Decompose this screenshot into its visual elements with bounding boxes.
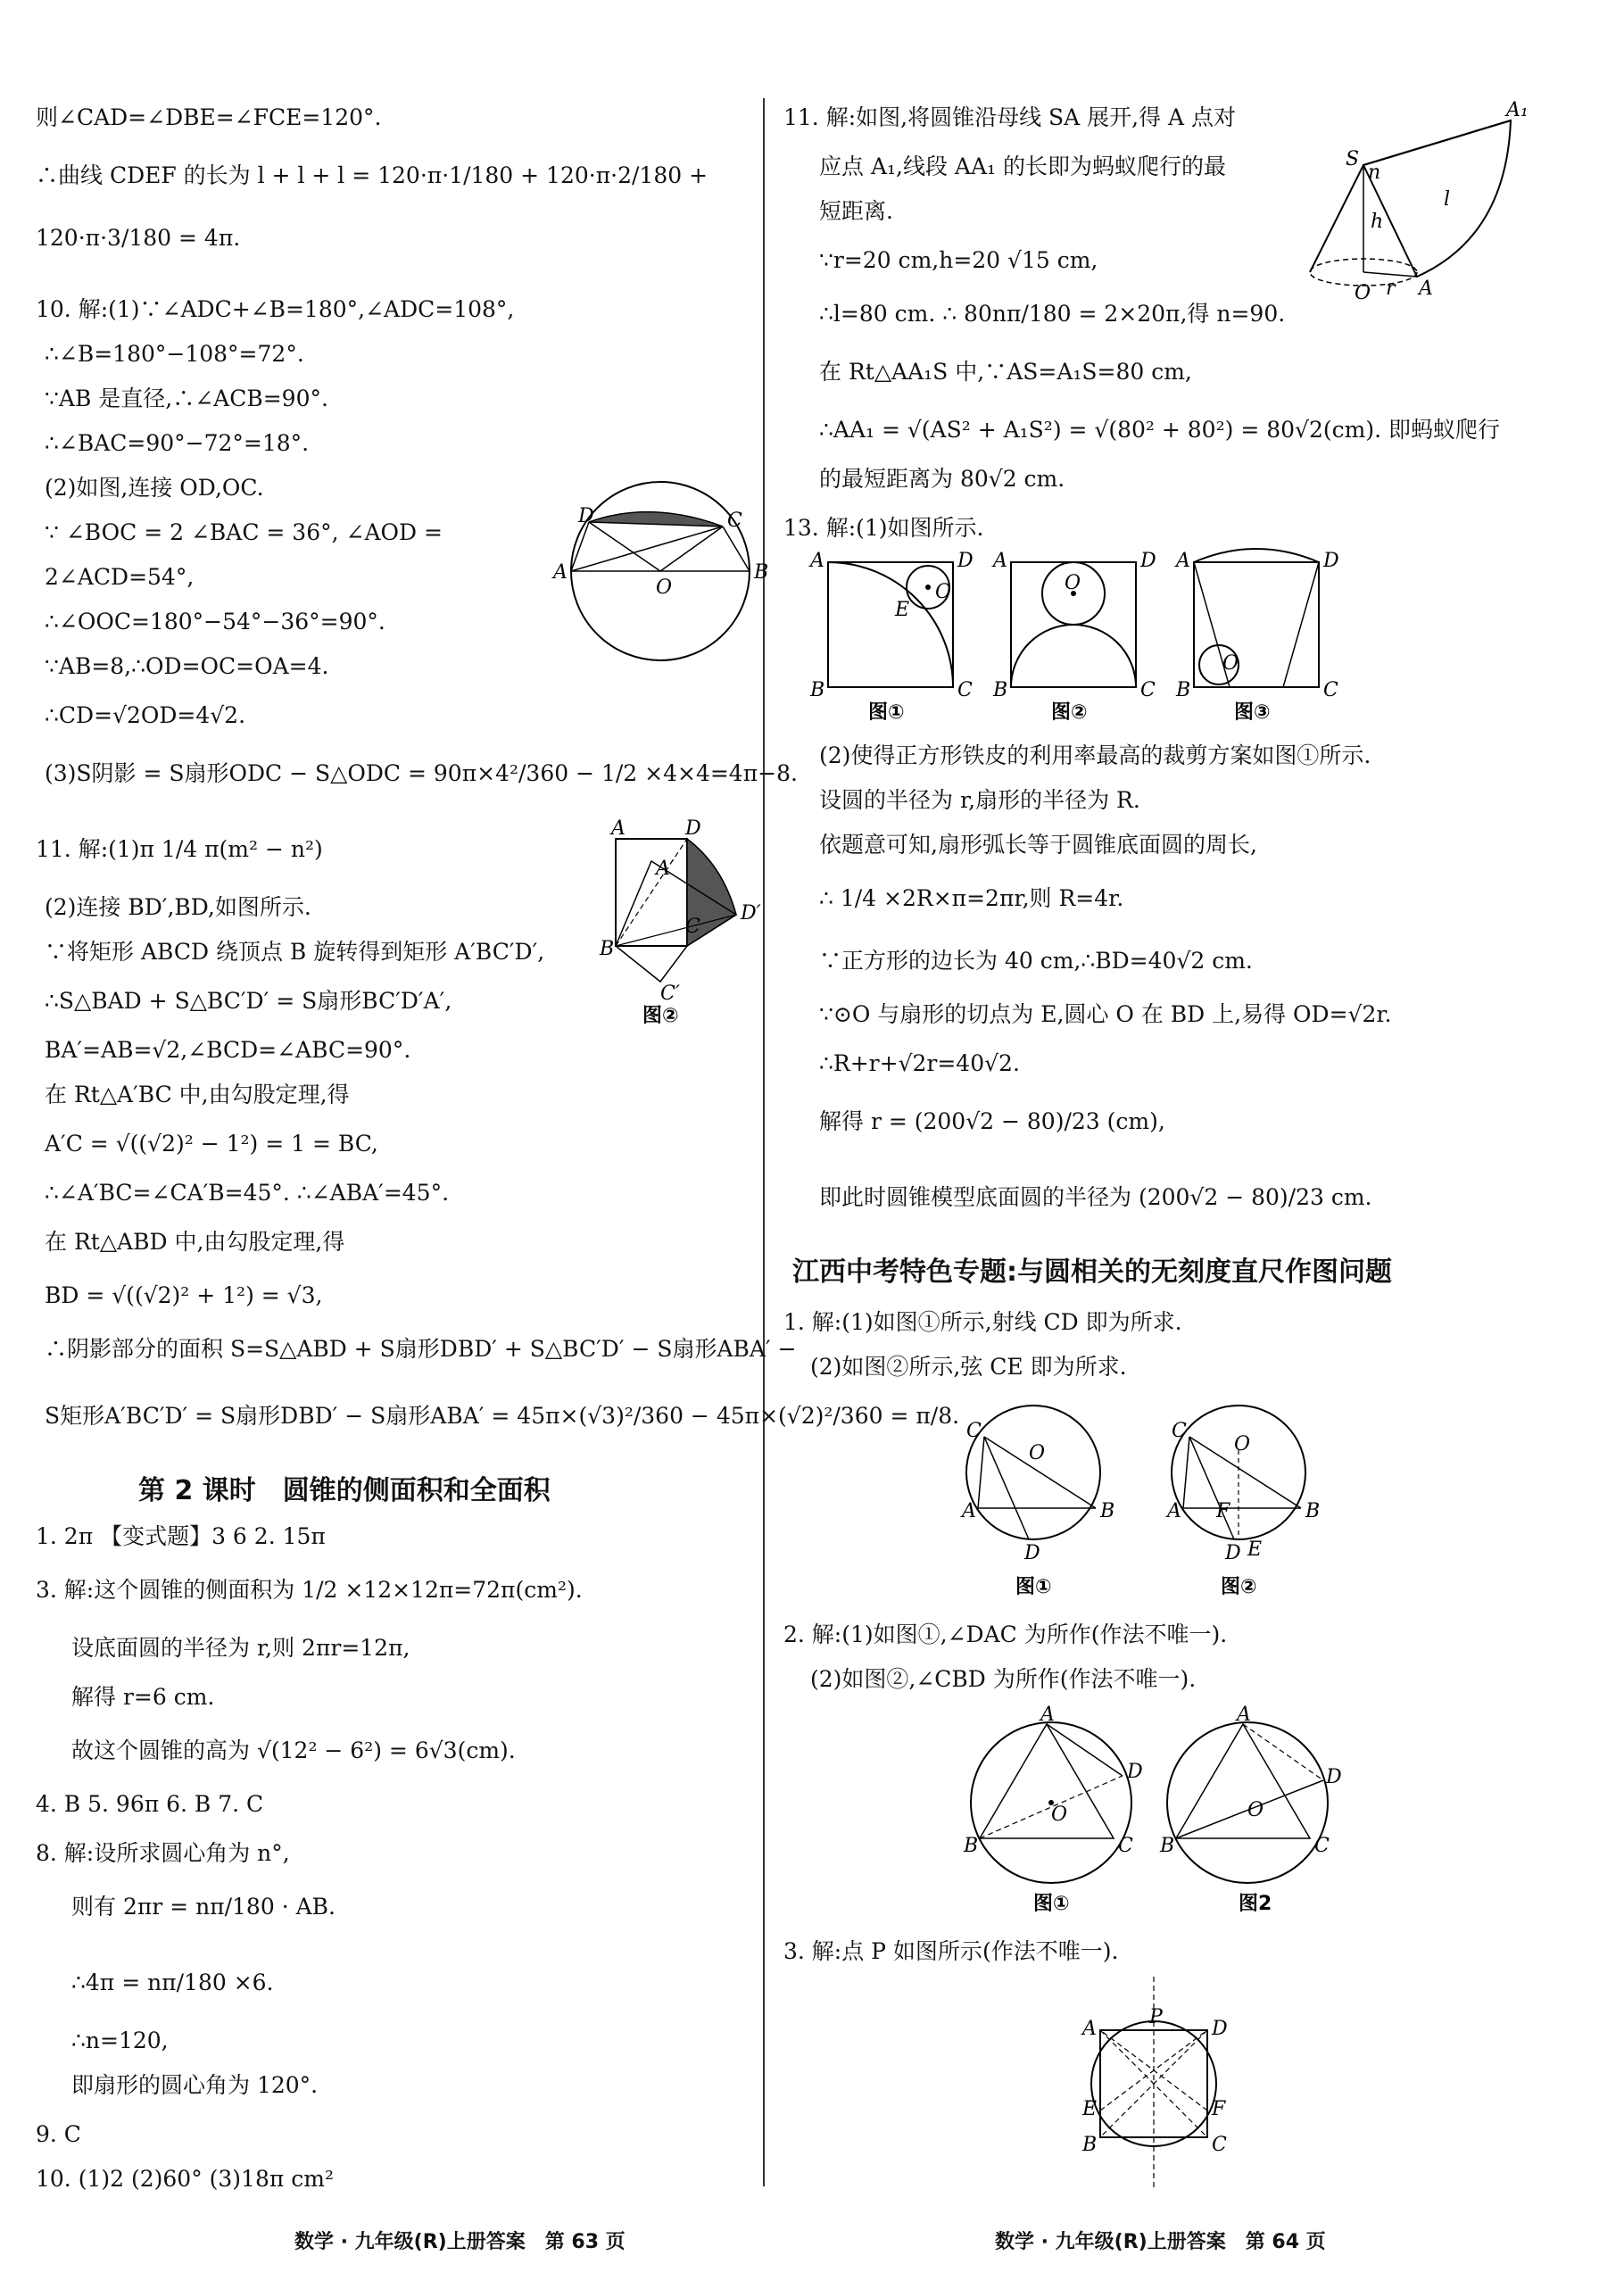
circle-ruler-figures-q1 (926, 1397, 1355, 1602)
svg-text:O: O (1065, 572, 1081, 594)
text-line: 1. 解:(1)如图①所示,射线 CD 即为所求. (783, 1309, 1182, 1335)
circle-figure-q10 (544, 473, 776, 669)
svg-text:A: A (1040, 1704, 1055, 1726)
svg-text:A: A (1176, 550, 1190, 572)
svg-text:C′: C′ (660, 983, 680, 1005)
text-line: ∴∠BAC=90°−72°=18°. (45, 430, 310, 456)
svg-text:D′: D′ (741, 902, 761, 925)
svg-text:D: D (957, 550, 974, 572)
svg-text:E: E (1247, 1538, 1263, 1561)
svg-text:C: C (966, 1420, 982, 1442)
text-line: 则有 2πr = nπ/180 · AB. (71, 1894, 336, 1920)
svg-text:A: A (1419, 278, 1433, 300)
fig-caption: 图③ (1234, 701, 1271, 724)
svg-text:A: A (993, 550, 1007, 572)
svg-text:D: D (1323, 550, 1339, 572)
svg-text:F: F (1216, 1500, 1230, 1522)
svg-text:A′: A′ (656, 858, 675, 880)
section-title: 第 2 课时 圆锥的侧面积和全面积 (138, 1475, 551, 1506)
fig-caption: 图② (1221, 1576, 1257, 1598)
text-line: ∴R+r+√2r=40√2. (819, 1050, 1020, 1076)
text-line: 则∠CAD=∠DBE=∠FCE=120°. (36, 104, 382, 130)
svg-text:B: B (1082, 2134, 1098, 2156)
text-line: 短距离. (819, 198, 893, 224)
svg-text:A: A (553, 561, 568, 584)
svg-text:O: O (1234, 1433, 1251, 1456)
text-line: 在 Rt△ABD 中,由勾股定理,得 (45, 1229, 345, 1255)
text-line: 120·π·3/180 = 4π. (36, 225, 241, 251)
text-line: 10. (1)2 (2)60° (3)18π cm² (36, 2166, 334, 2192)
svg-text:C: C (1212, 2134, 1227, 2156)
svg-text:D: D (1140, 550, 1156, 572)
text-line: ∴∠OOC=180°−54°−36°=90°. (45, 609, 385, 634)
text-line: (2)连接 BD′,BD,如图所示. (45, 894, 311, 920)
svg-text:B: B (754, 561, 769, 584)
svg-text:C: C (1172, 1420, 1187, 1442)
text-line: ∴ 1/4 ×2R×π=2πr,则 R=4r. (819, 885, 1124, 911)
text-line: 设底面圆的半径为 r,则 2πr=12π, (71, 1635, 410, 1661)
text-line: 解得 r = (200√2 − 80)/23 (cm), (819, 1108, 1165, 1134)
square-circle-figure-q3 (1078, 1977, 1256, 2191)
svg-text:A₁: A₁ (1506, 99, 1529, 121)
svg-text:A: A (962, 1500, 976, 1522)
text-line: 在 Rt△AA₁S 中,∵AS=A₁S=80 cm, (819, 359, 1192, 385)
svg-text:C: C (957, 679, 973, 701)
text-line: 9. C (36, 2121, 81, 2147)
svg-text:S: S (1346, 148, 1360, 170)
text-line: 8. 解:设所求圆心角为 n°, (36, 1840, 290, 1866)
svg-text:A: A (611, 817, 626, 840)
text-line: ∴n=120, (71, 2028, 169, 2053)
section-title: 江西中考特色专题:与圆相关的无刻度直尺作图问题 (792, 1256, 1392, 1288)
text-line: 1. 2π 【变式题】3 6 2. 15π (36, 1523, 326, 1549)
svg-text:B: B (1100, 1500, 1115, 1522)
text-line: ∴AA₁ = √(AS² + A₁S²) = √(80² + 80²) = 80√2(cm). 即蚂蚁爬行 (819, 417, 1500, 443)
svg-text:D: D (685, 817, 701, 840)
text-line: 故这个圆锥的高为 √(12² − 6²) = 6√3(cm). (71, 1737, 516, 1763)
svg-text:P: P (1149, 2006, 1163, 2028)
svg-text:D: D (578, 505, 594, 527)
text-line: (2)使得正方形铁皮的利用率最高的裁剪方案如图①所示. (819, 742, 1371, 768)
text-line: 11. 解:(1)π 1/4 π(m² − n²) (36, 836, 323, 862)
svg-text:A: A (1167, 1500, 1181, 1522)
text-line: ∵AB=8,∴OD=OC=OA=4. (45, 653, 329, 679)
text-line: 4. B 5. 96π 6. B 7. C (36, 1791, 264, 1817)
fig-caption: 图① (1015, 1576, 1052, 1598)
svg-text:O: O (1247, 1799, 1264, 1821)
text-line: ∴CD=√2OD=4√2. (45, 702, 246, 728)
text-line: BD = √((√2)² + 1²) = √3, (45, 1282, 323, 1308)
fig-caption: 图① (868, 701, 905, 724)
text-line: ∴阴影部分的面积 S=S△ABD + S扇形DBD′ + S△BC′D′ − S扇形ABA′ − (45, 1336, 797, 1362)
svg-text:C: C (1323, 679, 1338, 701)
circle-ruler-figures-q2 (944, 1704, 1355, 1919)
text-line: ∴S△BAD + S△BC′D′ = S扇形BC′D′A′, (45, 988, 452, 1014)
text-line: ∵⊙O 与扇形的切点为 E,圆心 O 在 BD 上,易得 OD=√2r. (819, 1001, 1392, 1027)
fig-caption: 图② (1051, 701, 1088, 724)
text-line: ∴曲线 CDEF 的长为 l + l + l = 120·π·1/180 + 120·π·2/180 + (36, 162, 708, 188)
svg-text:A: A (1237, 1704, 1251, 1726)
text-line: (3)S阴影 = S扇形ODC − S△ODC = 90π×4²/360 − 1/2 ×4×4=4π−8. (45, 760, 798, 786)
svg-text:l: l (1444, 188, 1451, 211)
fig-caption: 图① (1033, 1893, 1070, 1915)
fig-caption: 图2 (1239, 1893, 1272, 1915)
svg-text:D: D (1127, 1761, 1143, 1783)
svg-text:E: E (1082, 2098, 1098, 2120)
text-line: 在 Rt△A′BC 中,由勾股定理,得 (45, 1082, 350, 1107)
text-line: ∴∠A′BC=∠CA′B=45°. ∴∠ABA′=45°. (45, 1180, 450, 1206)
text-line: BA′=AB=√2,∠BCD=∠ABC=90°. (45, 1037, 411, 1063)
column-divider (763, 98, 765, 2186)
text-line: 10. 解:(1)∵∠ADC+∠B=180°,∠ADC=108°, (36, 296, 515, 322)
svg-text:B: B (1176, 679, 1191, 701)
svg-text:A: A (810, 550, 824, 572)
text-line: (2)如图,连接 OD,OC. (45, 475, 264, 501)
text-line: 即扇形的圆心角为 120°. (71, 2072, 319, 2098)
text-line: ∵r=20 cm,h=20 √15 cm, (819, 247, 1098, 273)
text-line: ∴∠B=180°−108°=72°. (45, 341, 304, 367)
svg-text:D: D (1225, 1542, 1241, 1564)
text-line: 3. 解:点 P 如图所示(作法不唯一). (783, 1938, 1119, 1964)
svg-text:r: r (1386, 278, 1396, 300)
text-line: 依题意可知,扇形弧长等于圆锥底面圆的周长, (819, 832, 1257, 858)
square-cut-figures (810, 550, 1339, 724)
svg-text:D: D (1024, 1542, 1040, 1564)
svg-text:O: O (935, 581, 952, 603)
text-line: 应点 A₁,线段 AA₁ 的长即为蚂蚁爬行的最 (819, 153, 1226, 179)
svg-text:C: C (1140, 679, 1156, 701)
svg-text:C: C (727, 510, 742, 532)
text-line: 11. 解:如图,将圆锥沿母线 SA 展开,得 A 点对 (783, 104, 1237, 130)
svg-text:O: O (656, 576, 673, 599)
svg-text:B: B (600, 938, 615, 960)
svg-text:F: F (1212, 2098, 1226, 2120)
text-line: 解得 r=6 cm. (71, 1684, 215, 1710)
text-line: ∴l=80 cm. ∴ 80nπ/180 = 2×20π,得 n=90. (819, 301, 1286, 327)
svg-text:O: O (1029, 1442, 1046, 1464)
svg-text:B: B (993, 679, 1008, 701)
text-line: 2∠ACD=54°, (45, 564, 195, 590)
svg-text:E: E (895, 599, 910, 621)
svg-text:C: C (685, 916, 700, 938)
text-line: A′C = √((√2)² − 1²) = 1 = BC, (45, 1131, 378, 1157)
text-line: ∵将矩形 ABCD 绕顶点 B 旋转得到矩形 A′BC′D′, (45, 939, 545, 965)
text-line: (2)如图②所示,弦 CE 即为所求. (810, 1354, 1127, 1380)
text-line: 13. 解:(1)如图所示. (783, 515, 984, 541)
svg-text:B: B (1160, 1835, 1175, 1857)
text-line: ∵AB 是直径,∴∠ACB=90°. (45, 386, 328, 411)
svg-text:C: C (1118, 1835, 1133, 1857)
svg-text:O: O (1355, 282, 1371, 304)
text-line: (2)如图②,∠CBD 为所作(作法不唯一). (810, 1666, 1197, 1692)
text-line: 2. 解:(1)如图①,∠DAC 为所作(作法不唯一). (783, 1621, 1228, 1647)
svg-text:B: B (964, 1835, 979, 1857)
rectangle-rotation-figure (580, 817, 785, 1027)
svg-text:O: O (1222, 652, 1239, 675)
text-line: 设圆的半径为 r,扇形的半径为 R. (819, 787, 1140, 813)
svg-text:h: h (1371, 211, 1384, 233)
text-line: 3. 解:这个圆锥的侧面积为 1/2 ×12×12π=72π(cm²). (36, 1577, 583, 1603)
text-line: ∵正方形的边长为 40 cm,∴BD=40√2 cm. (819, 948, 1253, 974)
svg-text:B: B (1305, 1500, 1321, 1522)
footer-right: 数学 · 九年级(R)上册答案 第 64 页 (995, 2231, 1326, 2253)
text-line: 即此时圆锥模型底面圆的半径为 (200√2 − 80)/23 cm. (819, 1184, 1372, 1210)
svg-text:O: O (1051, 1804, 1068, 1826)
svg-text:B: B (810, 679, 825, 701)
text-line: ∵ ∠BOC = 2 ∠BAC = 36°, ∠AOD = (45, 519, 443, 545)
text-line: S矩形A′BC′D′ = S扇形DBD′ − S扇形ABA′ = 45π×(√3)²/360 − 45π×(√2)²/360 = π/8. (45, 1403, 960, 1429)
cone-figure (1310, 99, 1529, 308)
footer-left: 数学 · 九年级(R)上册答案 第 63 页 (294, 2231, 626, 2253)
fig-caption: 图② (642, 1005, 679, 1027)
svg-text:A: A (1082, 2018, 1097, 2040)
svg-text:n: n (1368, 162, 1381, 184)
svg-text:C: C (1314, 1835, 1330, 1857)
text-line: 的最短距离为 80√2 cm. (819, 466, 1065, 492)
svg-text:D: D (1212, 2018, 1228, 2040)
svg-text:D: D (1326, 1766, 1342, 1788)
text-line: ∴4π = nπ/180 ×6. (71, 1970, 274, 1995)
